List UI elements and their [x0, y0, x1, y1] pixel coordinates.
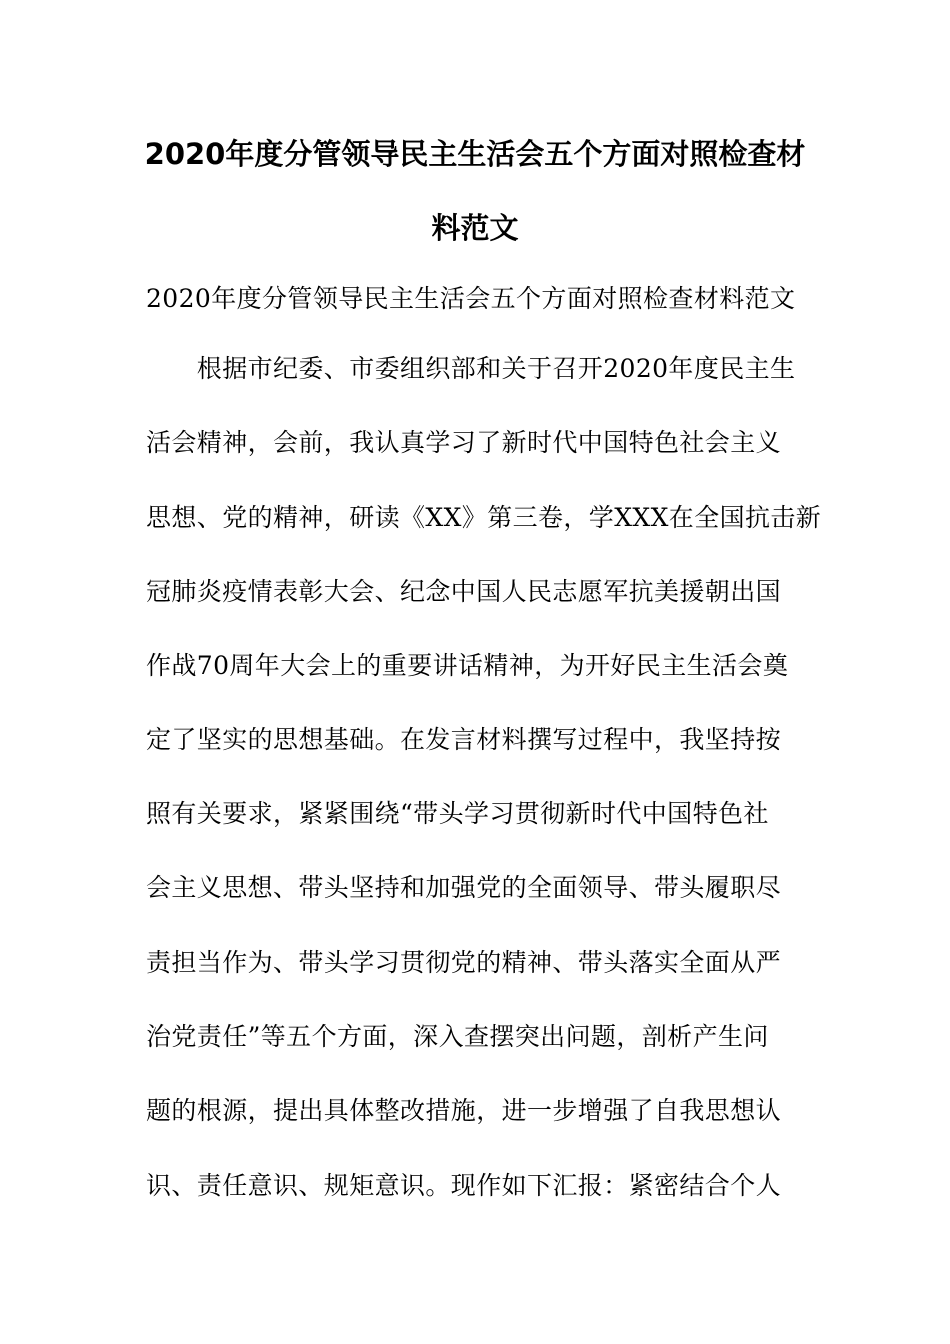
document-subtitle: 2020年度分管领导民主生活会五个方面对照检查材料范文	[146, 284, 796, 313]
body-line-7: 照有关要求，紧紧围绕“带头学习贯彻新时代中国特色社	[146, 799, 769, 828]
body-line-6: 定了坚实的思想基础。在发言材料撰写过程中，我坚持按	[146, 725, 782, 754]
body-line-8: 会主义思想、带头坚持和加强党的全面领导、带头履职尽	[146, 873, 782, 902]
body-line-9: 责担当作为、带头学习贯彻党的精神、带头落实全面从严	[146, 948, 782, 977]
body-line-5: 作战70周年大会上的重要讲话精神，为开好民主生活会奠	[146, 651, 789, 680]
body-line-12: 识、责任意识、规矩意识。现作如下汇报：紧密结合个人	[146, 1171, 782, 1200]
body-line-4: 冠肺炎疫情表彰大会、纪念中国人民志愿军抗美援朝出国	[146, 577, 782, 606]
body-line-11: 题的根源，提出具体整改措施，进一步增强了自我思想认	[146, 1096, 782, 1125]
body-line-2: 活会精神，会前，我认真学习了新时代中国特色社会主义	[146, 428, 782, 457]
document-title-line-2: 料范文	[431, 211, 519, 245]
body-line-3: 思想、党的精神，研读《XX》第三卷，学XXX在全国抗击新	[146, 503, 822, 532]
body-line-10: 治党责任”等五个方面，深入查摆突出问题，剖析产生问	[146, 1022, 769, 1051]
body-line-1: 根据市纪委、市委组织部和关于召开2020年度民主生	[146, 354, 796, 383]
document-title-line-1: 2020年度分管领导民主生活会五个方面对照检查材	[144, 137, 806, 171]
